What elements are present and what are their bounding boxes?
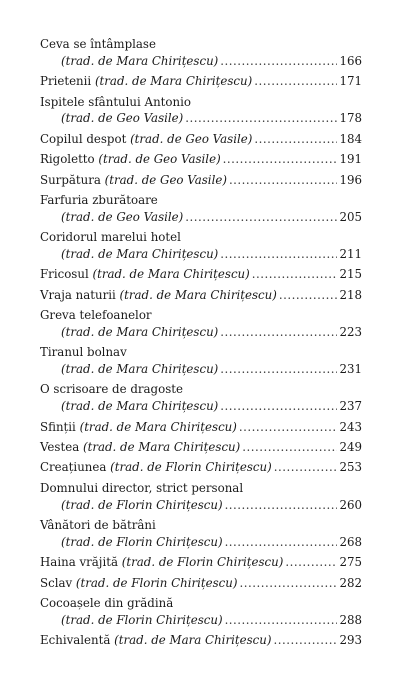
dot-leader [220,246,337,263]
toc-entry-translator: (trad. de Mara Chirițescu) [119,287,277,302]
toc-entry-title: Echivalentă [40,633,111,648]
toc-entry-title: Coridorul marelui hotel [40,230,181,245]
toc-entry-line [40,266,362,283]
toc-entry-page-number: 166 [339,53,362,68]
toc-entry-translator: (trad. de Geo Vasile) [98,152,221,167]
toc-entry-page-number: 231 [339,362,362,377]
toc-entry [40,287,362,304]
toc-entry-translator-line [40,612,362,629]
toc-entry-page-number: 191 [339,152,362,167]
toc-entry-title: Greva telefoanelor [40,308,152,323]
dot-leader [274,459,338,476]
dot-leader [225,497,338,514]
toc-entry-line [40,554,362,571]
toc-entry [40,172,362,189]
toc-entry-translator-line [40,361,362,378]
toc-entry-translator: (trad. de Mara Chirițescu) [61,324,219,339]
toc-entry-translator: (trad. de Florin Chirițescu) [61,612,223,627]
toc-entry-title-line [40,307,362,324]
toc-entry-title: O scrisoare de dragoste [40,382,183,397]
toc-entry-title-line [40,36,362,53]
dot-leader [279,287,338,304]
toc-entry-page-number: 171 [339,74,362,89]
toc-entry-line [40,172,362,189]
toc-entry-title: Copilul despot [40,131,127,146]
toc-entry-page-number: 243 [339,419,362,434]
toc-entry-page-number: 215 [339,267,362,282]
toc-entry-translator: (trad. de Mara Chirițescu) [61,362,219,377]
toc-entry-translator: (trad. de Florin Chirițescu) [121,555,284,570]
toc-entry-translator: (trad. de Geo Vasile) [104,172,227,187]
toc-entry [40,575,362,592]
toc-entry-title: Vraja naturii [40,287,116,302]
toc-entry-title: Cocoașele din grădină [40,595,174,610]
toc-entry-translator-line [40,398,362,415]
toc-entry-page-number: 282 [339,575,362,590]
dot-leader [220,398,337,415]
toc-entry-page-number: 253 [339,460,362,475]
dot-leader [225,612,338,629]
dot-leader [185,209,337,226]
toc-entry [40,344,362,378]
toc-entry-translator: (trad. de Mara Chirițescu) [61,53,219,68]
toc-entry-translator-line [40,324,362,341]
toc-entry-page-number: 205 [339,209,362,224]
dot-leader [220,53,337,70]
toc-entry-title-line [40,517,362,534]
dot-leader [273,632,337,649]
toc-entry-translator-line [40,497,362,514]
toc-entry-page-number: 218 [339,287,362,302]
toc-entry-title: Sfinții [40,419,76,434]
dot-leader [185,110,337,127]
toc-entry-page-number: 184 [339,131,362,146]
toc-entry-title: Vestea [40,440,80,455]
dot-leader [220,361,337,378]
toc-entry-translator: (trad. de Florin Chirițescu) [75,575,238,590]
toc-entry-page-number: 293 [339,633,362,648]
dot-leader [254,131,337,148]
toc-entry-line [40,439,362,456]
toc-entry-title: Creațiunea [40,460,107,475]
toc-entry-line [40,419,362,436]
toc-entry-title: Prietenii [40,74,92,89]
toc-entry-translator: (trad. de Mara Chirițescu) [61,399,219,414]
toc-entry [40,307,362,341]
toc-entry-title: Farfuria zburătoare [40,192,158,207]
toc-entry [40,266,362,283]
toc-entry [40,381,362,415]
toc-entry [40,192,362,226]
toc-entry [40,554,362,571]
toc-entry-line [40,575,362,592]
toc-entry [40,632,362,649]
toc-entry-line [40,131,362,148]
toc-entry-page-number: 237 [339,399,362,414]
toc-entry-title-line [40,192,362,209]
toc-entry-title: Rigoletto [40,152,95,167]
toc-entry-title-line [40,344,362,361]
toc-entry-translator-line [40,53,362,70]
toc-entry-translator-line [40,209,362,226]
toc-entry-translator: (trad. de Florin Chirițescu) [110,460,272,475]
toc-entry-page-number: 260 [339,497,362,512]
toc-entry-line [40,632,362,649]
toc-entry [40,229,362,263]
toc-entry-translator-line [40,534,362,551]
toc-entry-translator-line [40,110,362,127]
toc-entry-title: Domnului director, strict personal [40,480,244,495]
toc-entry [40,439,362,456]
toc-entry-translator-line [40,246,362,263]
toc-entry-title: Ispitele sfântului Antonio [40,94,191,109]
dot-leader [254,73,337,90]
toc-entry-page-number: 268 [339,534,362,549]
dot-leader [239,419,338,436]
toc-entry-page-number: 178 [339,111,362,126]
toc-entry-translator: (trad. de Geo Vasile) [61,209,184,224]
toc-entry-title: Tiranul bolnav [40,345,127,360]
toc-entry-page-number: 249 [339,440,362,455]
dot-leader [223,151,338,168]
toc-entry [40,595,362,629]
toc-entry [40,94,362,128]
dot-leader [252,266,338,283]
toc-entry [40,517,362,551]
toc-entry-title: Surpătura [40,172,101,187]
toc-entry-page-number: 275 [339,555,362,570]
toc-entry-title: Ceva se întâmplase [40,37,156,51]
dot-leader [239,575,337,592]
toc-entry-title: Fricosul [40,267,89,282]
toc-entry-title: Vânători de bătrâni [40,518,156,533]
toc-entry-translator: (trad. de Geo Vasile) [130,131,253,146]
toc-entry-line [40,459,362,476]
toc-entry [40,459,362,476]
dot-leader [220,324,337,341]
toc-entry [40,73,362,90]
toc-entry-translator: (trad. de Florin Chirițescu) [61,497,223,512]
toc-entry-page-number: 288 [339,612,362,627]
toc-entry-page-number: 223 [339,324,362,339]
toc-entry-page-number: 211 [339,246,362,261]
toc-entry-title-line [40,480,362,497]
toc-entry-translator: (trad. de Mara Chirițescu) [79,419,237,434]
toc-entry-translator: (trad. de Mara Chirițescu) [61,246,219,261]
toc-entry [40,131,362,148]
toc-entry-translator: (trad. de Mara Chirițescu) [114,633,272,648]
toc-entry-title-line [40,381,362,398]
toc-entry [40,419,362,436]
dot-leader [229,172,338,189]
toc-entry [40,36,362,70]
toc-entry-translator: (trad. de Geo Vasile) [61,111,184,126]
toc-entry-line [40,287,362,304]
toc-entry [40,151,362,168]
dot-leader [225,534,338,551]
toc-entry-line [40,73,362,90]
toc-entry-title: Haina vrăjită [40,555,119,570]
toc-entry-translator: (trad. de Mara Chirițescu) [94,74,253,89]
toc-entry-page-number: 196 [339,172,362,187]
toc-entry-title-line [40,94,362,111]
toc-entry-translator: (trad. de Florin Chirițescu) [61,534,223,549]
dot-leader [242,439,337,456]
toc-entry [40,480,362,514]
table-of-contents [40,36,362,653]
toc-entry-title: Sclav [40,575,73,590]
toc-entry-title-line [40,595,362,612]
toc-entry-translator: (trad. de Mara Chirițescu) [82,440,241,455]
toc-entry-translator: (trad. de Mara Chirițescu) [92,267,250,282]
toc-entry-title-line [40,229,362,246]
dot-leader [285,554,337,571]
toc-entry-line [40,151,362,168]
